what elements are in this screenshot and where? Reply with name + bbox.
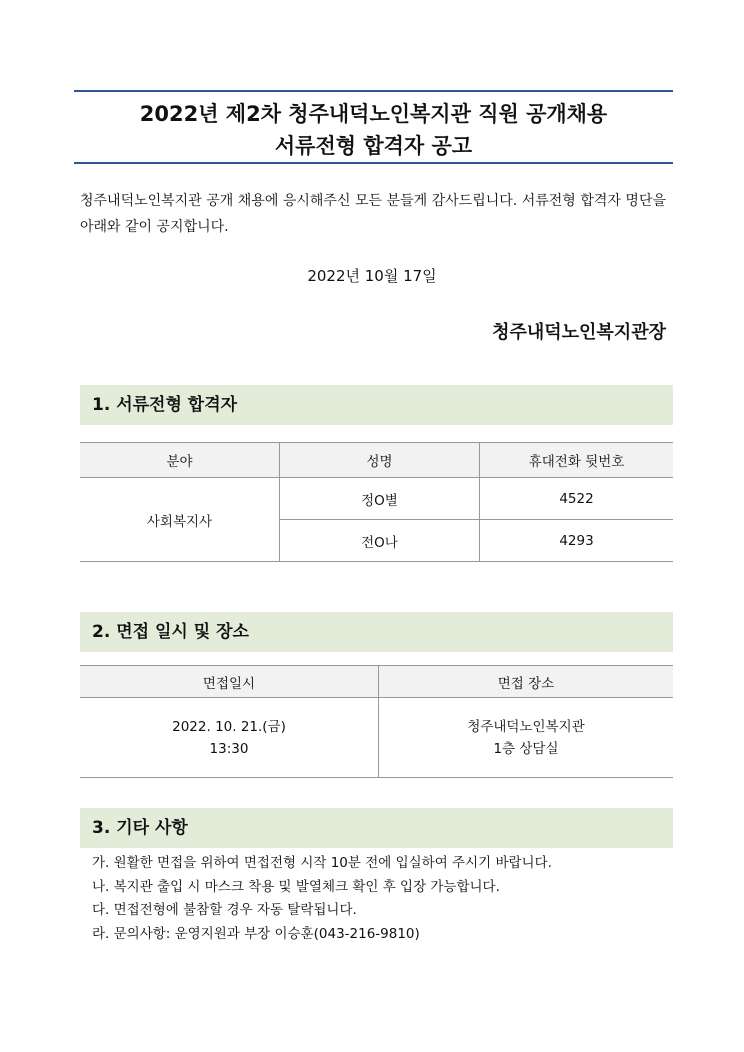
section-heading-passers: 1. 서류전형 합격자 [80, 385, 673, 425]
table-header-row [80, 666, 673, 698]
list-item: 다. 면접전형에 불참할 경우 자동 탈락됩니다. [92, 902, 357, 918]
list-item: 나. 복지관 출입 시 마스크 착용 및 발열체크 확인 후 입장 가능합니다. [92, 878, 500, 895]
column-header-place: 면접 장소 [379, 666, 674, 698]
name-cell: 정O별 [280, 478, 480, 520]
place-cell [379, 698, 674, 778]
table-header-row [80, 443, 673, 478]
intro-text: 청주내덕노인복지관 공개 채용에 응시해주신 모든 분들게 감사드립니다. 서류전형 합격자 명단을 아래와 같이 공지합니다. [80, 193, 666, 235]
interview-time: 13:30 [209, 740, 249, 757]
page-subtitle: 서류전형 합격자 공고 [274, 134, 473, 158]
phone-cell: 4522 [480, 478, 674, 520]
page-title: 2022년 제2차 청주내덕노인복지관 직원 공개채용 [139, 102, 608, 126]
table-row [80, 698, 673, 778]
interview-room: 1층 상담실 [493, 740, 559, 757]
table-row [80, 478, 673, 520]
interview-table [80, 665, 673, 778]
notes-list [92, 852, 552, 946]
notice-date: 2022년 10월 17일 [307, 267, 437, 285]
column-header-field: 분야 [80, 443, 280, 478]
column-header-datetime: 면접일시 [80, 666, 379, 698]
interview-venue: 청주내덕노인복지관 [467, 718, 585, 735]
interview-date: 2022. 10. 21.(금) [172, 718, 286, 735]
passers-table [80, 442, 673, 562]
title-block [74, 90, 673, 164]
list-item: 라. 문의사항: 운영지원과 부장 이승훈(043-216-9810) [92, 925, 420, 942]
column-header-name: 성명 [280, 443, 480, 478]
name-cell: 전O나 [280, 520, 480, 562]
field-cell: 사회복지사 [80, 478, 280, 562]
column-header-phone: 휴대전화 뒷번호 [480, 443, 674, 478]
phone-cell: 4293 [480, 520, 674, 562]
issuer-name: 청주내덕노인복지관장 [492, 322, 666, 343]
list-item: 가. 원활한 면접을 위하여 면접전형 시작 10분 전에 입실하여 주시기 바랍니다. [92, 855, 552, 871]
section-heading-interview: 2. 면접 일시 및 장소 [80, 612, 673, 652]
section-heading-other: 3. 기타 사항 [80, 808, 673, 848]
datetime-cell [80, 698, 379, 778]
